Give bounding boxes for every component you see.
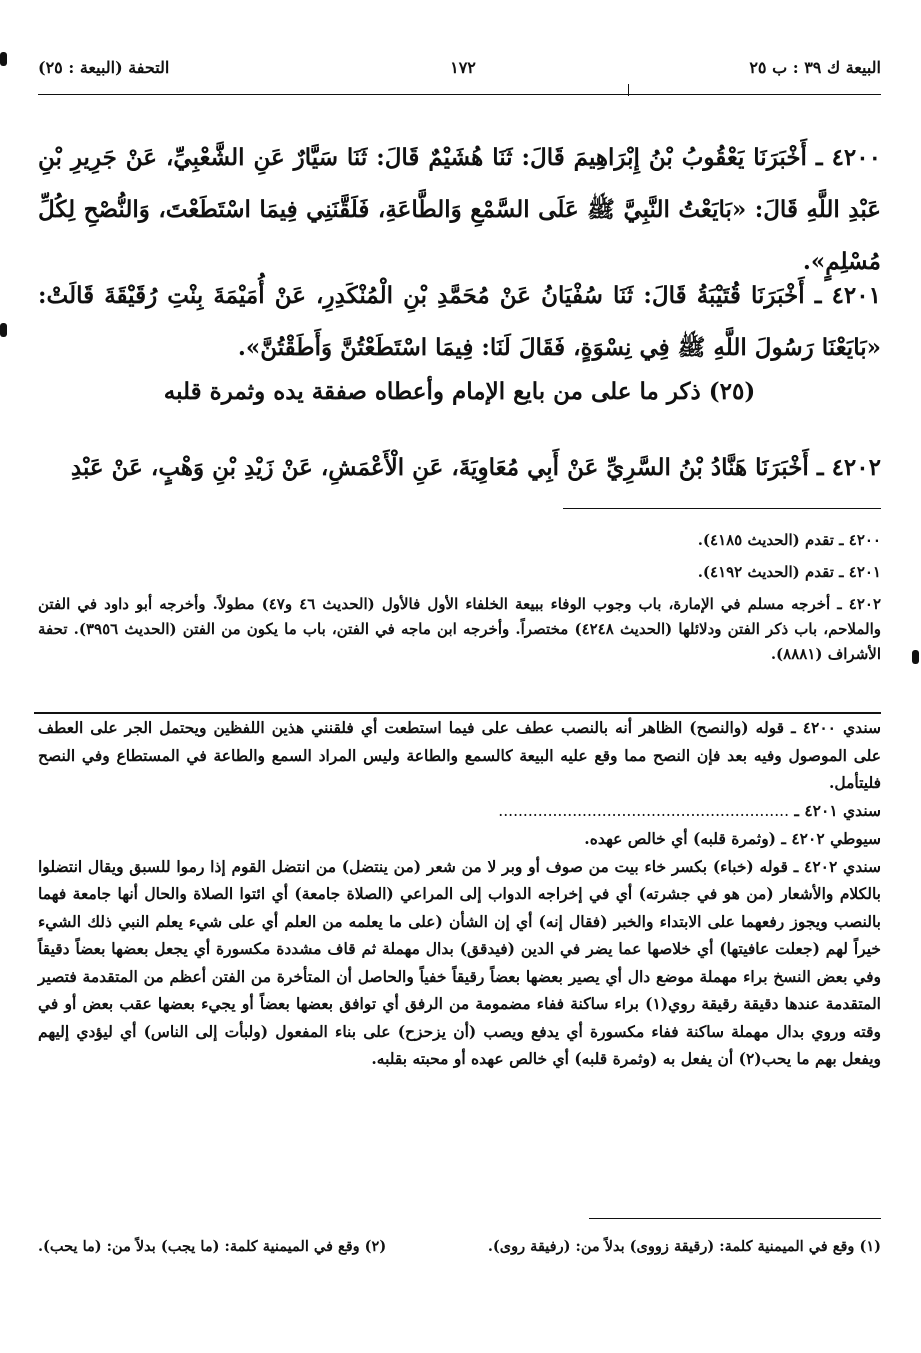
commentary-sindi-4201 <box>38 797 881 826</box>
hadith-4200: ٤٢٠٠ ـ أَخْبَرَنَا يَعْقُوبُ بْنُ إِبْرَاهِيمَ قَالَ: ثَنَا هُشَيْمٌ قَالَ: ثَنَا سَيَّارٌ عَنِ الشَّعْبِيِّ، عَنْ جَرِيرِ بْنِ عَبْدِ اللَّهِ قَالَ: «بَايَعْتُ النَّبِيَّ ﷺ عَلَى السَّمْعِ وَالطَّاعَةِ، فَلَقَّنَنِي فِيمَا اسْتَطَعْتَ، وَالنُّصْحِ لِكُلِّ مُسْلِمٍ». <box>38 144 881 275</box>
commentary-sindi-4201-dots: ........................................................... <box>498 801 789 820</box>
scan-mark <box>0 52 7 66</box>
note-4200: ٤٢٠٠ ـ تقدم (الحديث ٤١٨٥). <box>697 531 881 549</box>
commentary-sindi-4201-label: سندي ٤٢٠١ ـ <box>794 800 881 820</box>
commentary-sindi-4202: سندي ٤٢٠٢ ـ قوله (خباء) بكسر خاء بيت من صوف أو وبر لا من شعر (من ينتضل) من انتضل القوم إذا رموا للسبق ويقال انتضلوا بالكلام والأشعار (من هو في جشرته) أي في إخراجه الدواب إلى المراعي (الصلاة جامعة) أي ائتوا الصلاة والحال أنها جامعة فهما بالنصب ويجوز رفعهما على الابتداء والخبر (فقال إنه) أي إن الشأن (على ما يعلمه من العلم أي على شيء يعلم النبي ذلك الشيء خيراً لهم (جعلت عافيتها) أي خلاصها عما يضر في الدين (فيدقق) بدال مهملة ثم قاف مشددة مكسورة أي يجعل بعضها بعضاً دقيقاً وفي بعض النسخ براء مهملة موضع دال أي يصير بعضها بعضاً رقيقاً خفياً والحاصل أن المتأخرة من الفتن أعظم من المتقدمة فتصير المتقدمة عندها دقيقة رقيقة روي(١) براء ساكنة ففاء مضمومة من الرفق أي توافق بعضها بعضاً أو يجيء بعضها عقب بعض أو في وقته وروي بدال مهملة ساكنة ففاء مكسورة أي يدفع ويصب (أن يزحزح) على بناء المفعول (ولبأت إلى الناس) أي ليؤدي إليهم ويفعل بهم ما يحب(٢) أن يفعل به (وثمرة قلبه) أي خالص عهده أو محبته بقلبه. <box>38 856 881 1068</box>
header-chapter-ref: البيعة ك ٣٩ : ب ٢٥ <box>749 58 881 77</box>
takhrij-notes <box>38 528 881 674</box>
hadith-4201: ٤٢٠١ ـ أَخْبَرَنَا قُتَيْبَةُ قَالَ: ثَنَا سُفْيَانُ عَنْ مُحَمَّدِ بْنِ الْمُنْكَدِرِ، عَنْ أُمَيْمَةَ بِنْتِ رُقَيْقَةَ قَالَتْ: «بَايَعْنَا رَسُولَ اللَّهِ ﷺ فِي نِسْوَةٍ، فَقَالَ لَنَا: فِيمَا اسْتَطَعْتُنَّ وَأَطَقْتُنَّ». <box>38 282 881 361</box>
chapter-heading: (٢٥) ذكر ما على من بايع الإمام وأعطاه صفقة يده وثمرة قلبه <box>163 378 756 405</box>
commentary-suyuti-4202: سيوطي ٤٢٠٢ ـ (وثمرة قلبه) أي خالص عهده. <box>584 829 881 848</box>
footnote-divider <box>589 1218 881 1219</box>
hadith-4202: ٤٢٠٢ ـ أَخْبَرَنَا هَنَّادُ بْنُ السَّرِيِّ عَنْ أَبِي مُعَاوِيَةَ، عَنِ الْأَعْمَشِ، عَنْ زَيْدِ بْنِ وَهْبٍ، عَنْ عَبْدِ <box>70 454 881 481</box>
scan-mark <box>912 650 919 664</box>
header-rule <box>38 94 881 95</box>
scan-mark <box>0 323 7 337</box>
notes-divider <box>563 508 881 509</box>
header-book-ref: التحفة (البيعة : ٢٥) <box>38 58 170 77</box>
footnote-1: (١) وقع في الميمنية كلمة: (رقيقة زووى) بدلاً من: (رفيقة روى). <box>487 1238 881 1255</box>
commentary-sindi-4200: سندي ٤٢٠٠ ـ قوله (والنصح) الظاهر أنه بالنصب عطف على فيما استطعت أي فلقنني هذين اللفظين ويحتمل الجر على العطف على الموصول وفيه بعد فإن النصح مما وقع عليه البيعة كالسمع والطاعة وليس المراد السمع والطاعة في المستطاع وفي النصح فليتأمل. <box>38 718 881 792</box>
footnote-2: (٢) وقع في الميمنية كلمة: (ما يجب) بدلاً من: (ما يحب). <box>38 1238 387 1255</box>
header-tick <box>628 84 629 96</box>
commentary <box>38 714 881 1073</box>
page-number: ١٧٢ <box>450 58 476 77</box>
note-4202: ٤٢٠٢ ـ أخرجه مسلم في الإمارة، باب وجوب الوفاء ببيعة الخلفاء الأول فالأول (الحديث ٤٦ و٤٧) مطولاً. وأخرجه أبو داود في الفتن والملاحم، باب ذكر الفتن ودلائلها (الحديث ٤٢٤٨) مختصراً. وأخرجه ابن ماجه في الفتن، باب ما يكون من الفتن (الحديث ٣٩٥٦). تحفة الأشراف (٨٨٨١). <box>38 595 882 663</box>
note-4201: ٤٢٠١ ـ تقدم (الحديث ٤١٩٢). <box>697 563 881 581</box>
running-header <box>38 52 881 82</box>
